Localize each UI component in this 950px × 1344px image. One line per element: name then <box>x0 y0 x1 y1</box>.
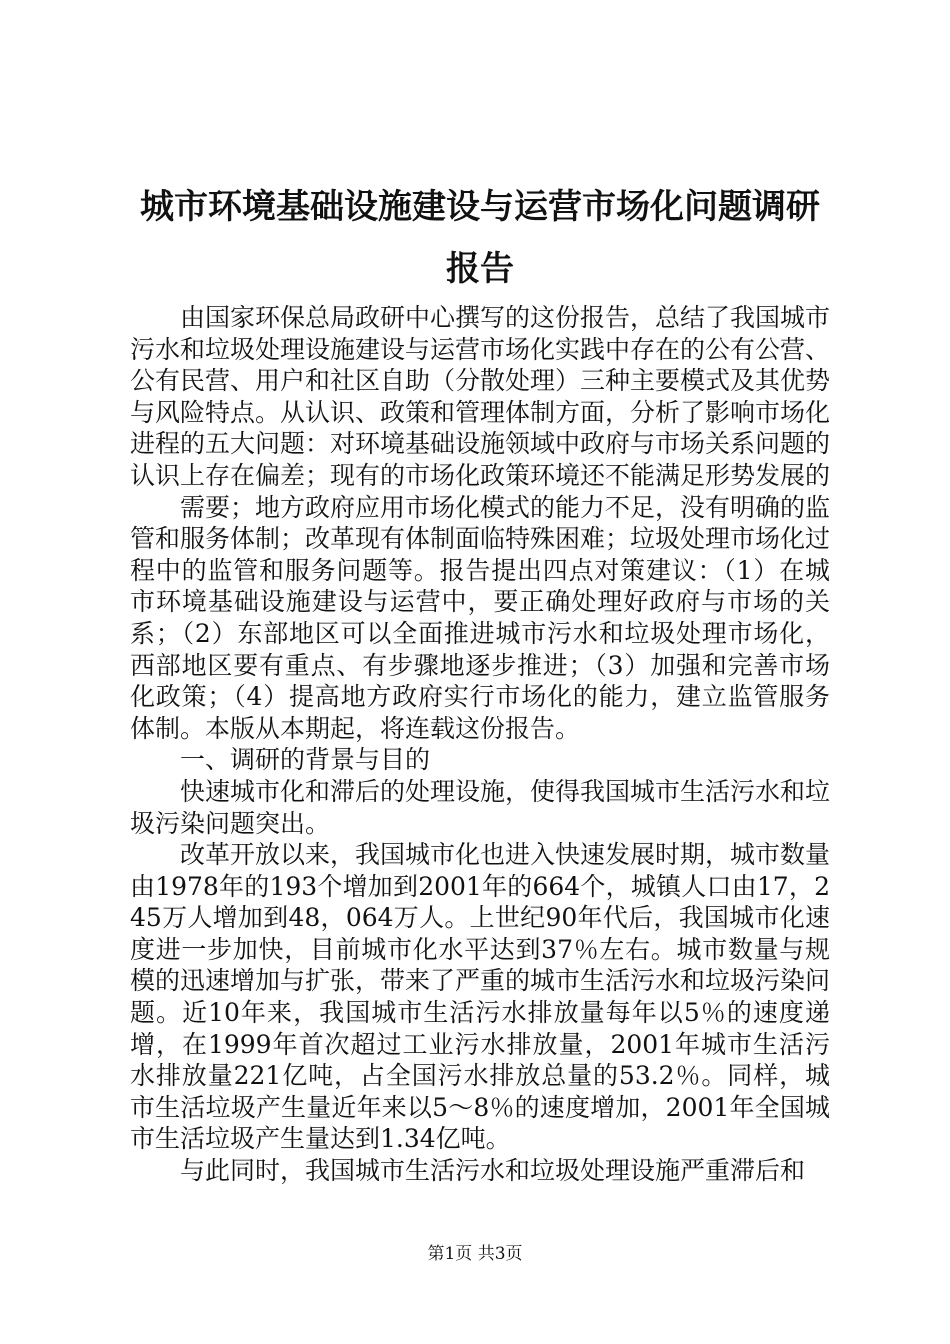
document-page <box>130 176 830 1187</box>
document-body <box>130 302 830 1187</box>
page-indicator: 第1页 共3页 <box>427 1244 523 1264</box>
intro-paragraph-2: 需要；地方政府应用市场化模式的能力不足，没有明确的监管和服务体制；改革现有体制面临特殊困难；垃圾处理市场化过程中的监管和服务问题等。报告提出四点对策建议：（1）在城市环境基础设施建设与运营中，要正确处理好政府与市场的关系；（2）东部地区可以全面推进城市污水和垃圾处理市场化，西部地区要有重点、有步骤地逐步推进；（3）加强和完善市场化政策；（4）提高地方政府实行市场化的能力，建立监管服务体制。本版从本期起，将连载这份报告。 <box>130 492 831 743</box>
section-heading: 一、调研的背景与目的 <box>180 745 431 775</box>
section-paragraph-1: 快速城市化和滞后的处理设施，使得我国城市生活污水和垃圾污染问题突出。 <box>130 776 831 838</box>
document-title: 城市环境基础设施建设与运营市场化问题调研报告 <box>140 187 820 289</box>
section-paragraph-3: 与此同时，我国城市生活污水和垃圾处理设施严重滞后和 <box>180 1156 806 1186</box>
section-paragraph-2: 改革开放以来，我国城市化也进入快速发展时期，城市数量由1978年的193个增加到2001年的664个，城镇人口由17，245万人增加到48，064万人。上世纪90年代后，我国城市化速度进一步加快，目前城市化水平达到37％左右。城市数量与规模的迅速增加与扩张，带来了严重的城市生活污水和垃圾污染问题。近10年来，我国城市生活污水排放量每年以5％的速度递增，在1999年首次超过工业污水排放量，2001年城市生活污水排放量221亿吨，占全国污水排放总量的53.2％。同样，城市生活垃圾产生量近年来以5～8％的速度增加，2001年全国城市生活垃圾产生量达到1.34亿吨。 <box>130 840 831 1154</box>
intro-paragraph-1: 由国家环保总局政研中心撰写的这份报告，总结了我国城市污水和垃圾处理设施建设与运营市场化实践中存在的公有公营、公有民营、用户和社区自助（分散处理）三种主要模式及其优势与风险特点。从认识、政策和管理体制方面，分析了影响市场化进程的五大问题：对环境基础设施领域中政府与市场关系问题的认识上存在偏差；现有的市场化政策环境还不能满足形势发展的 <box>130 303 831 490</box>
